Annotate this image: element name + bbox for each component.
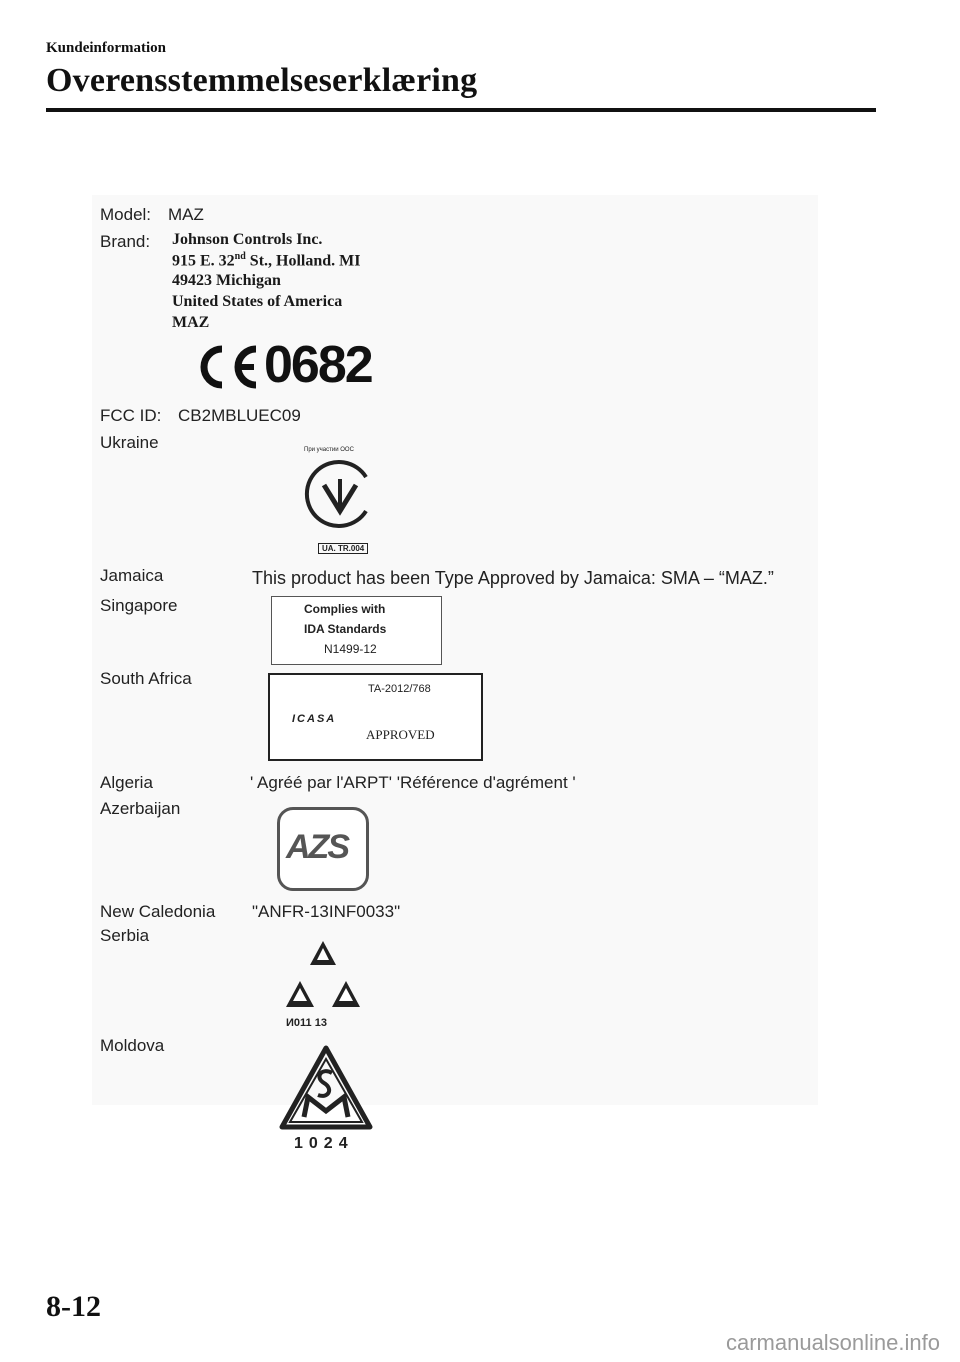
page-title: Overensstemmelseserklæring	[46, 62, 478, 99]
brand-company: Johnson Controls Inc.	[172, 231, 323, 248]
ukraine-label: Ukraine	[100, 433, 159, 452]
jamaica-text: This product has been Type Approved by Jamaica: SMA – “MAZ.”	[252, 568, 774, 588]
brand-zip: 49423 Michigan	[172, 272, 281, 289]
singapore-label: Singapore	[100, 596, 178, 615]
south-africa-label: South Africa	[100, 669, 192, 688]
sa-ref: TA-2012/768	[368, 683, 431, 695]
serbia-label: Serbia	[100, 926, 150, 945]
singapore-line1: Complies with	[304, 602, 386, 616]
declaration-sheet	[92, 195, 818, 1152]
moldova-sm-icon	[278, 1045, 374, 1131]
ce-mark-number: 0682	[264, 336, 372, 394]
singapore-line3: N1499-12	[324, 642, 377, 656]
fcc-label: FCC ID:	[100, 406, 162, 425]
serbia-mark-code: И011 13	[286, 1017, 327, 1029]
algeria-text: ' Agréé par l'ARPT' 'Référence d'agrément '	[250, 773, 576, 792]
south-africa-icasa-mark	[268, 673, 483, 761]
brand-model: MAZ	[172, 314, 210, 331]
page-number: 8-12	[46, 1290, 101, 1323]
serbia-triangle-icon	[280, 939, 366, 1017]
sa-approved: APPROVED	[366, 727, 435, 742]
title-rule	[46, 108, 876, 112]
ukraine-mark-top: При участии ООС	[304, 447, 354, 453]
azerbaijan-mark-text: AZS	[286, 828, 348, 866]
azerbaijan-azs-mark	[277, 807, 369, 891]
new-caledonia-text: "ANFR-13INF0033"	[252, 902, 401, 921]
watermark: carmanualsonline.info	[725, 1330, 940, 1355]
ukraine-conformity-icon	[304, 457, 378, 531]
singapore-ida-mark	[271, 596, 442, 665]
singapore-line2: IDA Standards	[304, 622, 387, 636]
sa-logo: ICASA	[292, 713, 337, 725]
model-label: Model:	[100, 205, 152, 224]
moldova-label: Moldova	[100, 1036, 165, 1055]
fcc-value: CB2MBLUEC09	[178, 406, 301, 425]
ce-mark-icon	[192, 343, 262, 391]
azerbaijan-label: Azerbaijan	[100, 799, 181, 818]
brand-label: Brand:	[100, 232, 151, 251]
brand-address: 915 E. 32nd St., Holland. MI	[172, 251, 361, 270]
section-label: Kundeinformation	[46, 40, 167, 56]
algeria-label: Algeria	[100, 773, 153, 792]
jamaica-label: Jamaica	[100, 566, 164, 585]
brand-country: United States of America	[172, 293, 343, 310]
moldova-mark-code: 1024	[294, 1135, 354, 1152]
model-value: MAZ	[168, 205, 204, 224]
new-caledonia-label: New Caledonia	[100, 902, 216, 921]
ukraine-mark-code: UA. TR.004	[318, 543, 368, 554]
